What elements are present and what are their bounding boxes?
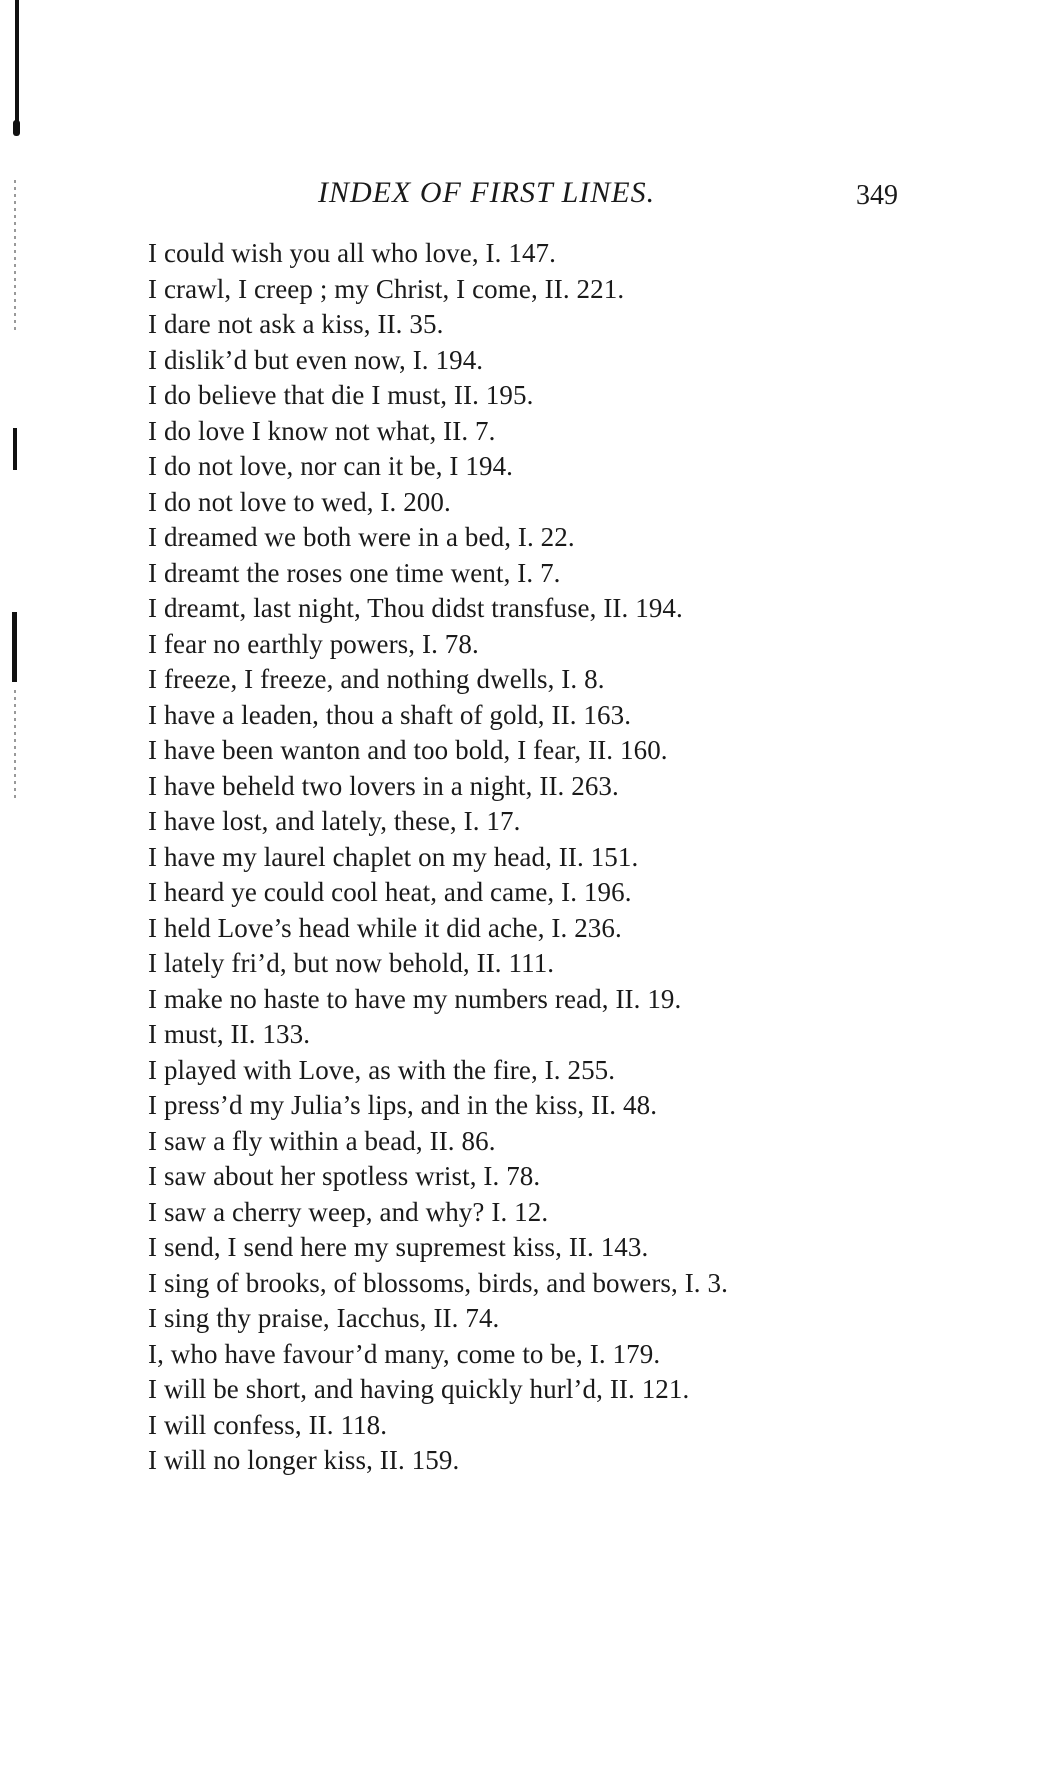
index-entry: I press’d my Julia’s lips, and in the kiss, II. 48. xyxy=(148,1090,658,1120)
index-entry: I do believe that die I must, II. 195. xyxy=(148,380,534,410)
page-title: INDEX OF FIRST LINES. xyxy=(318,176,656,209)
index-entry: I sing of brooks, of blossoms, birds, and bowers, I. 3. xyxy=(148,1267,728,1298)
index-entry: I have a leaden, thou a shaft of gold, II. 163. xyxy=(148,699,632,730)
index-entry: I crawl, I creep ; my Christ, I come, II. 221. xyxy=(148,273,625,304)
index-entry: I have my laurel chaplet on my head, II. 151. xyxy=(148,841,639,872)
index-entry: I sing thy praise, Iacchus, II. 74. xyxy=(148,1303,500,1333)
index-entry: I fear no earthly powers, I. 78. xyxy=(148,628,479,659)
index-entry: I have lost, and lately, these, I. 17. xyxy=(148,806,521,836)
index-entry: I played with Love, as with the fire, I. 255. xyxy=(148,1054,616,1085)
index-entry: I do not love, nor can it be, I 194. xyxy=(148,451,514,481)
index-entry: I have been wanton and too bold, I fear, II. 160. xyxy=(148,735,668,765)
index-entry: I could wish you all who love, I. 147. xyxy=(148,238,556,268)
index-entry: I will be short, and having quickly hurl’d, II. 121. xyxy=(148,1374,690,1404)
index-entry: I dreamt, last night, Thou didst transfuse, II. 194. xyxy=(148,593,683,623)
page-number: 349 xyxy=(856,180,898,211)
index-entry: I have beheld two lovers in a night, II. 263. xyxy=(148,770,619,801)
binding-edge-shadow xyxy=(15,0,19,122)
index-entry: I dreamed we both were in a bed, I. 22. xyxy=(148,522,575,552)
index-entry: I saw a fly within a bead, II. 86. xyxy=(148,1125,496,1156)
index-entry: I saw about her spotless wrist, I. 78. xyxy=(148,1161,541,1191)
index-entry: I dreamt the roses one time went, I. 7. xyxy=(148,557,561,588)
index-entry: I do love I know not what, II. 7. xyxy=(148,415,496,446)
index-entry: I make no haste to have my numbers read, II. 19. xyxy=(148,983,682,1014)
index-entry: I dislik’d but even now, I. 194. xyxy=(148,344,484,375)
binding-edge-shadow xyxy=(12,612,17,682)
index-entry: I must, II. 133. xyxy=(148,1019,311,1049)
index-entry: I will no longer kiss, II. 159. xyxy=(148,1445,460,1475)
index-entry: I heard ye could cool heat, and came, I. 196. xyxy=(148,877,632,907)
index-entry: I send, I send here my supremest kiss, II. 143. xyxy=(148,1232,649,1262)
index-entry: I do not love to wed, I. 200. xyxy=(148,486,451,517)
binding-edge-shadow xyxy=(13,120,20,136)
index-list xyxy=(148,236,728,1479)
scan-artifact xyxy=(14,690,16,800)
index-entry: I saw a cherry weep, and why? I. 12. xyxy=(148,1196,549,1227)
index-entry: I will confess, II. 118. xyxy=(148,1409,388,1440)
index-entry: I, who have favour’d many, come to be, I. 179. xyxy=(148,1338,661,1369)
index-entry: I held Love’s head while it did ache, I. 236. xyxy=(148,912,622,943)
index-entry: I freeze, I freeze, and nothing dwells, I. 8. xyxy=(148,664,605,694)
index-entry: I lately fri’d, but now behold, II. 111. xyxy=(148,948,555,978)
binding-edge-shadow xyxy=(13,428,17,470)
index-entry: I dare not ask a kiss, II. 35. xyxy=(148,309,444,339)
running-head xyxy=(0,176,1060,216)
